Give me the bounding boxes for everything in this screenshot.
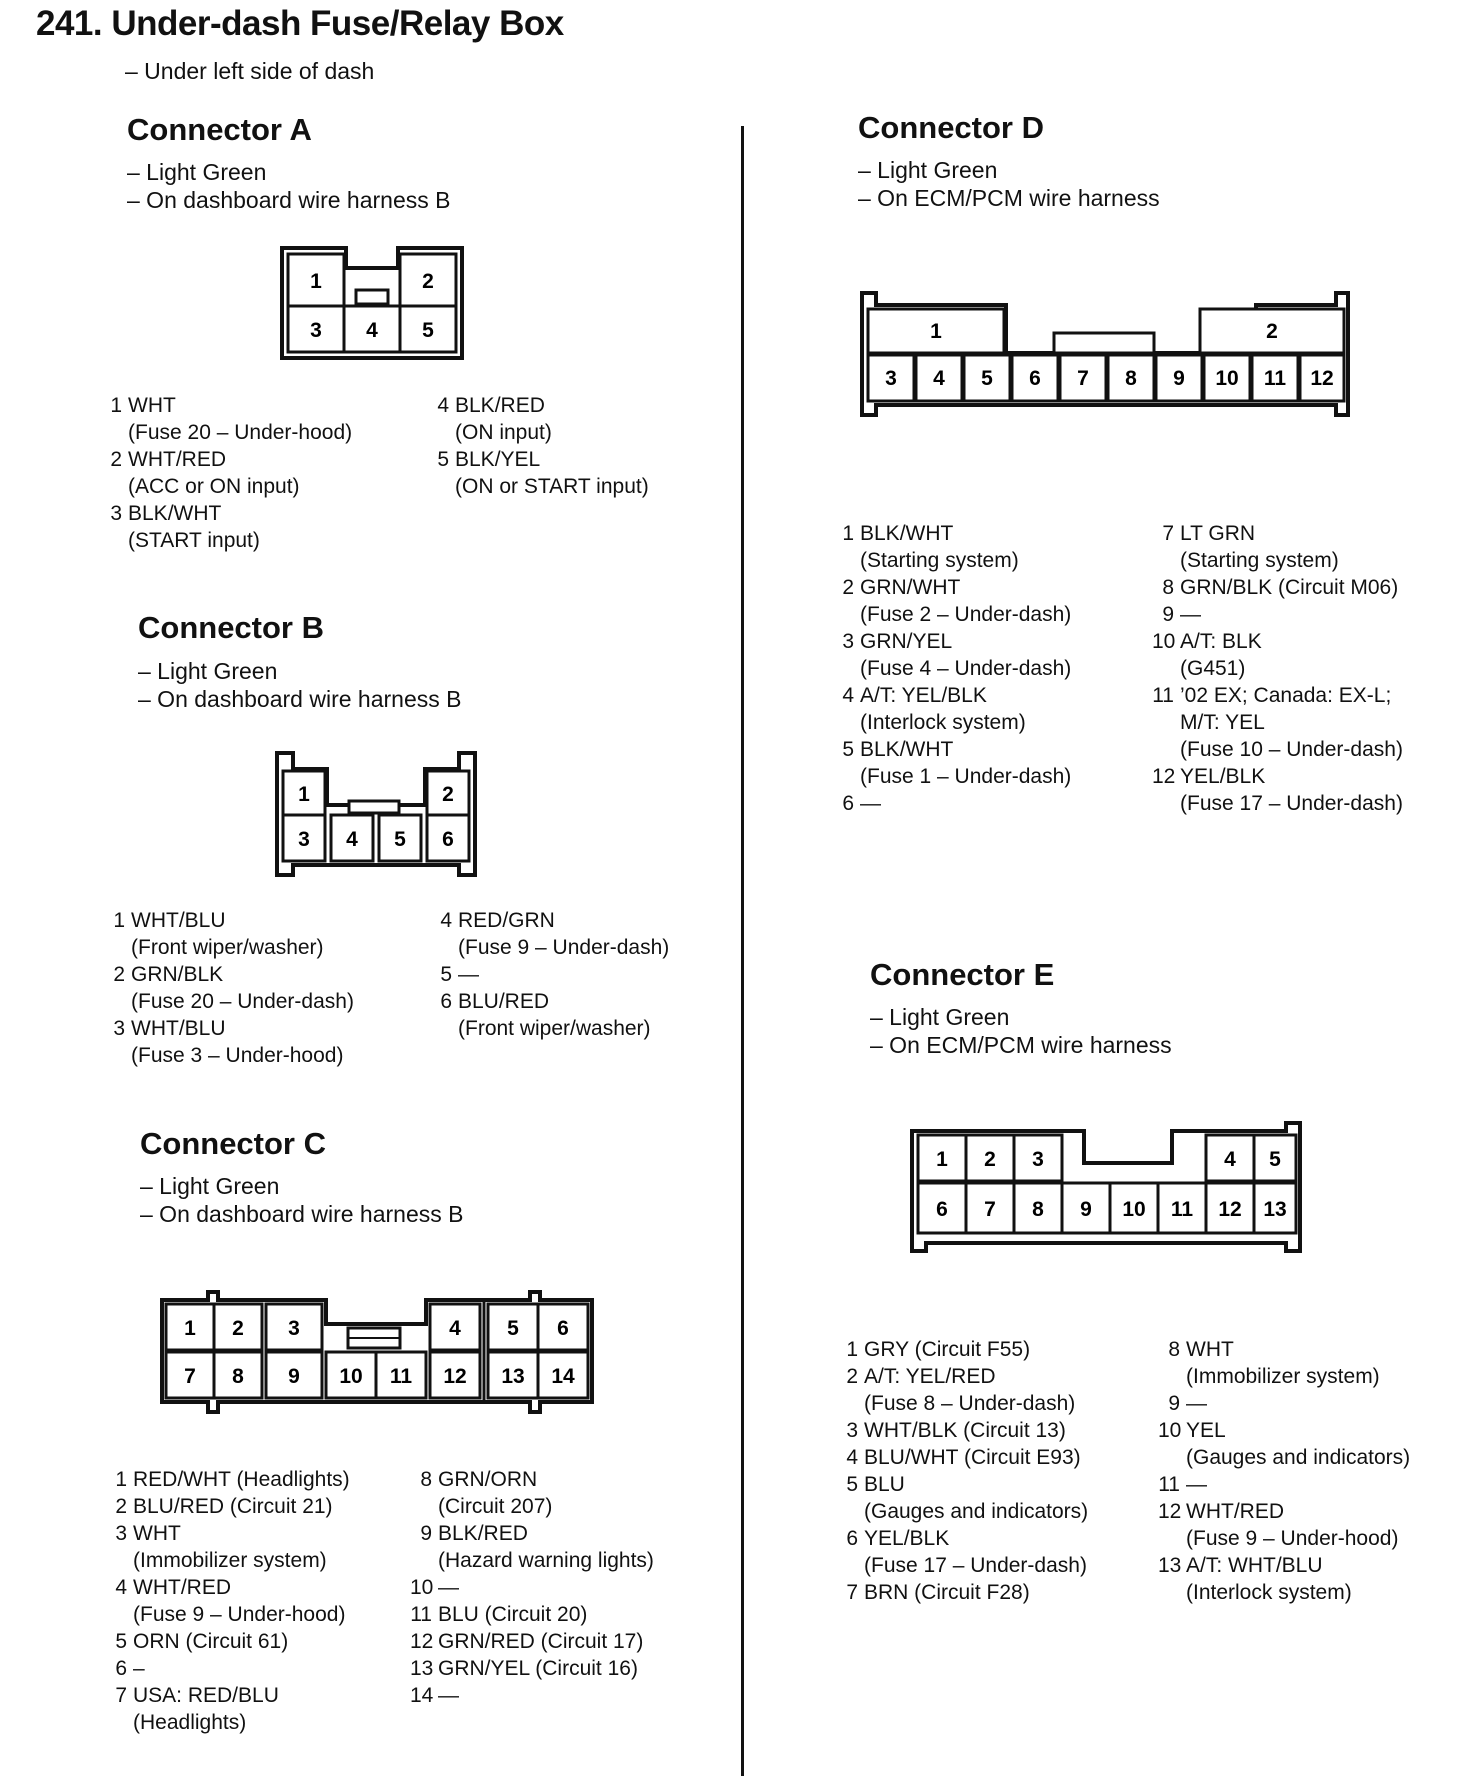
connector-d-diagram bbox=[852, 285, 1357, 425]
pin-wire: WHT/RED bbox=[133, 1576, 231, 1599]
connector-b-diagram bbox=[265, 745, 485, 885]
pin-note: (Gauges and indicators) bbox=[864, 1500, 1089, 1523]
connector-c-pin-label: 4 bbox=[449, 1317, 461, 1340]
pin-number: 12 bbox=[410, 1630, 434, 1653]
pin-number: 3 bbox=[110, 502, 122, 525]
pin-entry bbox=[427, 446, 727, 500]
pin-note: (Fuse 20 – Under-hood) bbox=[128, 421, 353, 444]
pin-wire: YEL/BLK bbox=[1180, 765, 1266, 788]
connector-c-pin-label: 3 bbox=[288, 1317, 300, 1340]
pin-wire: USA: RED/BLU bbox=[133, 1684, 279, 1707]
pin-note: (Fuse 4 – Under-dash) bbox=[860, 657, 1072, 680]
connector-b-pin-label: 2 bbox=[442, 783, 454, 806]
pin-number: 1 bbox=[113, 909, 125, 932]
pin-wire: BLK/WHT bbox=[860, 738, 954, 761]
pin-wire: BLU (Circuit 20) bbox=[438, 1603, 588, 1626]
pin-wire: BLU/RED bbox=[458, 990, 550, 1013]
connector-b-pin-label: 1 bbox=[298, 783, 310, 806]
connector-e-pin-label: 11 bbox=[1170, 1198, 1194, 1221]
pin-number: 12 bbox=[1152, 765, 1176, 788]
pin-entry bbox=[1152, 763, 1470, 817]
pin-entry bbox=[1158, 1390, 1470, 1417]
pin-entry bbox=[1152, 574, 1470, 601]
pin-number: 2 bbox=[115, 1495, 127, 1518]
connector-c-pin-label: 14 bbox=[551, 1365, 575, 1388]
connector-e-pin-label: 5 bbox=[1269, 1148, 1281, 1171]
connector-b-pins-col1 bbox=[103, 907, 433, 1069]
connector-c-pin-label: 8 bbox=[232, 1365, 244, 1388]
connector-c-pins-col1 bbox=[105, 1466, 435, 1736]
pin-wire: LT GRN bbox=[1180, 522, 1256, 545]
connector-c-pin-label: 11 bbox=[389, 1365, 413, 1388]
connector-e-pin-label: 7 bbox=[984, 1198, 996, 1221]
connector-e-pin-label: 4 bbox=[1224, 1148, 1236, 1171]
connector-d-pin-label: 8 bbox=[1125, 367, 1137, 390]
pin-entry bbox=[410, 1520, 740, 1574]
connector-e-pin-label: 2 bbox=[984, 1148, 996, 1171]
connector-a-color: – Light Green bbox=[127, 159, 267, 185]
pin-note: (Fuse 9 – Under-hood) bbox=[133, 1603, 346, 1626]
connector-b-pin-label: 3 bbox=[298, 828, 310, 851]
connector-d-pin-label: 6 bbox=[1029, 367, 1041, 390]
connector-c-pins-col2 bbox=[410, 1466, 740, 1709]
pin-wire: — bbox=[458, 963, 479, 986]
connector-d-pin-label: 10 bbox=[1215, 367, 1239, 390]
pin-note: (G451) bbox=[1180, 657, 1246, 680]
pin-wire: GRY (Circuit F55) bbox=[864, 1338, 1031, 1361]
pin-wire: WHT/BLU bbox=[131, 909, 226, 932]
connector-c-pin-label: 7 bbox=[184, 1365, 196, 1388]
pin-wire: BLK/WHT bbox=[128, 502, 222, 525]
pin-wire: A/T: BLK bbox=[1180, 630, 1262, 653]
connector-e-color: – Light Green bbox=[870, 1004, 1010, 1030]
pin-wire: WHT/RED bbox=[1186, 1500, 1284, 1523]
pin-entry bbox=[100, 446, 430, 500]
pin-number: 5 bbox=[437, 448, 449, 471]
pin-number: 6 bbox=[440, 990, 452, 1013]
connector-d-title: Connector D bbox=[858, 110, 1044, 145]
connector-e-pin-label: 6 bbox=[936, 1198, 948, 1221]
pin-entry bbox=[410, 1466, 740, 1520]
connector-c-pin-label: 9 bbox=[288, 1365, 300, 1388]
connector-a-location: – On dashboard wire harness B bbox=[127, 187, 451, 213]
connector-b-location: – On dashboard wire harness B bbox=[138, 686, 462, 712]
connector-d-pin-label: 1 bbox=[930, 320, 942, 343]
pin-note: (Fuse 3 – Under-hood) bbox=[131, 1044, 344, 1067]
connector-d-pin-label: 11 bbox=[1263, 367, 1287, 390]
pin-note: (START input) bbox=[128, 529, 260, 552]
pin-note: (Fuse 9 – Under-hood) bbox=[1186, 1527, 1399, 1550]
pin-wire: BLK/YEL bbox=[455, 448, 541, 471]
pin-entry bbox=[1158, 1498, 1470, 1552]
pin-entry bbox=[410, 1601, 740, 1628]
pin-number: 4 bbox=[846, 1446, 858, 1469]
pin-note: (ON or START input) bbox=[455, 475, 649, 498]
connector-a-pin-label: 4 bbox=[366, 319, 378, 342]
pin-wire: YEL bbox=[1186, 1419, 1226, 1442]
connector-a-pin-label: 1 bbox=[310, 270, 322, 293]
pin-entry bbox=[1152, 628, 1470, 682]
pin-number: 7 bbox=[115, 1684, 127, 1707]
pin-entry bbox=[103, 907, 433, 961]
pin-wire: GRN/YEL (Circuit 16) bbox=[438, 1657, 638, 1680]
pin-note: (Fuse 9 – Under-dash) bbox=[458, 936, 670, 959]
connector-a-title: Connector A bbox=[127, 112, 312, 147]
connector-c-pin-label: 6 bbox=[557, 1317, 569, 1340]
connector-e-pin-label: 3 bbox=[1032, 1148, 1044, 1171]
pin-note: (Fuse 10 – Under-dash) bbox=[1180, 738, 1403, 761]
pin-wire: GRN/BLK bbox=[131, 963, 224, 986]
pin-number: 6 bbox=[842, 792, 854, 815]
pin-number: 5 bbox=[846, 1473, 858, 1496]
connector-e-pin-label: 8 bbox=[1032, 1198, 1044, 1221]
connector-c-pin-cells bbox=[166, 1304, 588, 1398]
pin-note: (Interlock system) bbox=[1186, 1581, 1352, 1604]
pin-number: 11 bbox=[410, 1603, 432, 1626]
connector-e-pin-label: 9 bbox=[1080, 1198, 1092, 1221]
pin-entry bbox=[836, 1579, 1166, 1606]
pin-entry bbox=[1158, 1552, 1470, 1606]
pin-wire: A/T: YEL/BLK bbox=[860, 684, 987, 707]
pin-wire: GRN/ORN bbox=[438, 1468, 538, 1491]
pin-wire: WHT/RED bbox=[128, 448, 226, 471]
pin-number: 7 bbox=[846, 1581, 858, 1604]
connector-e-pin-label: 13 bbox=[1263, 1198, 1287, 1221]
pin-wire: ORN (Circuit 61) bbox=[133, 1630, 289, 1653]
pin-entry bbox=[105, 1682, 435, 1736]
pin-note: (Front wiper/washer) bbox=[458, 1017, 651, 1040]
pin-wire: – bbox=[133, 1657, 145, 1680]
pin-number: 1 bbox=[110, 394, 122, 417]
connector-d-pin-label: 4 bbox=[933, 367, 945, 390]
pin-number: 9 bbox=[420, 1522, 432, 1545]
pin-entry bbox=[836, 1444, 1166, 1471]
connector-b-title: Connector B bbox=[138, 610, 324, 645]
pin-wire: A/T: WHT/BLU bbox=[1186, 1554, 1323, 1577]
pin-number: 6 bbox=[115, 1657, 127, 1680]
connector-d-pin-label: 5 bbox=[981, 367, 993, 390]
connector-b-color: – Light Green bbox=[138, 658, 278, 684]
pin-wire: YEL/BLK bbox=[864, 1527, 950, 1550]
pin-entry bbox=[105, 1520, 435, 1574]
pin-number: 3 bbox=[115, 1522, 127, 1545]
pin-entry bbox=[410, 1682, 740, 1709]
pin-note: (Immobilizer system) bbox=[1186, 1365, 1380, 1388]
pin-number: 7 bbox=[1162, 522, 1174, 545]
pin-wire: GRN/RED (Circuit 17) bbox=[438, 1630, 644, 1653]
connector-d-pin-label: 7 bbox=[1077, 367, 1089, 390]
connector-c-pin-label: 13 bbox=[501, 1365, 525, 1388]
connector-a-diagram bbox=[270, 240, 470, 365]
pin-number: 14 bbox=[410, 1684, 434, 1707]
pin-note: (ACC or ON input) bbox=[128, 475, 300, 498]
connector-e-pin-label: 1 bbox=[936, 1148, 948, 1171]
pin-note: (Starting system) bbox=[860, 549, 1019, 572]
connector-e-pins-col2 bbox=[1158, 1336, 1470, 1606]
connector-e-desc bbox=[870, 1003, 1172, 1059]
pin-number: 5 bbox=[440, 963, 452, 986]
pin-wire: RED/GRN bbox=[458, 909, 555, 932]
connector-a-pin-label: 3 bbox=[310, 319, 322, 342]
pin-number: 8 bbox=[420, 1468, 432, 1491]
connector-d-desc bbox=[858, 156, 1160, 212]
pin-entry bbox=[836, 1525, 1166, 1579]
connector-e-diagram bbox=[904, 1115, 1324, 1260]
pin-entry bbox=[430, 907, 730, 961]
connector-d-pin-label: 12 bbox=[1310, 367, 1334, 390]
pin-number: 13 bbox=[410, 1657, 434, 1680]
pin-number: 11 bbox=[1152, 684, 1174, 707]
pin-wire: WHT bbox=[133, 1522, 181, 1545]
connector-c-pin-label: 5 bbox=[507, 1317, 519, 1340]
connector-d-pins-col2 bbox=[1152, 520, 1470, 817]
pin-number: 6 bbox=[846, 1527, 858, 1550]
pin-number: 4 bbox=[440, 909, 452, 932]
pin-entry bbox=[105, 1655, 435, 1682]
pin-number: 2 bbox=[113, 963, 125, 986]
pin-note: (ON input) bbox=[455, 421, 552, 444]
connector-a-pins-col2 bbox=[427, 392, 727, 500]
pin-entry bbox=[1158, 1471, 1470, 1498]
connector-e-location: – On ECM/PCM wire harness bbox=[870, 1032, 1172, 1058]
pin-wire: — bbox=[438, 1576, 459, 1599]
pin-number: 1 bbox=[115, 1468, 127, 1491]
pin-note: (Interlock system) bbox=[860, 711, 1026, 734]
pin-wire: A/T: YEL/RED bbox=[864, 1365, 996, 1388]
connector-c-color: – Light Green bbox=[140, 1173, 280, 1199]
pin-number: 4 bbox=[115, 1576, 127, 1599]
pin-entry bbox=[410, 1655, 740, 1682]
pin-entry bbox=[836, 1471, 1166, 1525]
pin-wire: BLK/WHT bbox=[860, 522, 954, 545]
pin-entry bbox=[430, 988, 730, 1042]
page-title-block bbox=[36, 4, 564, 44]
connector-c-pin-label: 10 bbox=[339, 1365, 363, 1388]
pin-wire: ’02 EX; Canada: EX-L; bbox=[1180, 684, 1392, 707]
connector-b-latch bbox=[349, 801, 399, 813]
pin-entry bbox=[832, 736, 1162, 790]
pin-entry bbox=[103, 961, 433, 1015]
pin-number: 8 bbox=[1162, 576, 1174, 599]
page-number: 241. bbox=[36, 4, 103, 43]
pin-wire: GRN/WHT bbox=[860, 576, 961, 599]
pin-entry bbox=[832, 574, 1162, 628]
pin-number: 1 bbox=[846, 1338, 858, 1361]
pin-entry bbox=[100, 500, 430, 554]
pin-number: 2 bbox=[846, 1365, 858, 1388]
pin-number: 4 bbox=[842, 684, 854, 707]
connector-e-pin-label: 12 bbox=[1218, 1198, 1242, 1221]
pin-number: 8 bbox=[1168, 1338, 1180, 1361]
connector-d-pin-label: 9 bbox=[1173, 367, 1185, 390]
connector-b-pins-col2 bbox=[430, 907, 730, 1042]
connector-c-pin-label: 1 bbox=[184, 1317, 196, 1340]
connector-a-pin-label: 2 bbox=[422, 270, 434, 293]
connector-d-pins-col1 bbox=[832, 520, 1162, 817]
pin-wire: — bbox=[1186, 1473, 1207, 1496]
pin-wire: GRN/BLK (Circuit M06) bbox=[1180, 576, 1399, 599]
pin-entry bbox=[410, 1574, 740, 1601]
pin-wire: BLK/RED bbox=[455, 394, 545, 417]
connector-c-location: – On dashboard wire harness B bbox=[140, 1201, 464, 1227]
pin-number: 9 bbox=[1168, 1392, 1180, 1415]
connector-d-pin-label: 3 bbox=[885, 367, 897, 390]
pin-entry bbox=[105, 1466, 435, 1493]
connector-c-diagram bbox=[156, 1282, 606, 1422]
pin-entry bbox=[427, 392, 727, 446]
pin-number: 10 bbox=[1152, 630, 1176, 653]
pin-number: 3 bbox=[846, 1419, 858, 1442]
pin-entry bbox=[1152, 682, 1470, 763]
pin-entry bbox=[832, 520, 1162, 574]
pin-entry bbox=[1158, 1417, 1470, 1471]
pin-entry bbox=[410, 1628, 740, 1655]
connector-b-pin-label: 5 bbox=[394, 828, 406, 851]
pin-number: 11 bbox=[1158, 1473, 1180, 1496]
pin-note: M/T: YEL bbox=[1180, 711, 1265, 734]
pin-entry bbox=[100, 392, 430, 446]
pin-entry bbox=[430, 961, 730, 988]
pin-wire: — bbox=[860, 792, 881, 815]
pin-note: (Circuit 207) bbox=[438, 1495, 553, 1518]
pin-note: (Headlights) bbox=[133, 1711, 247, 1734]
pin-entry bbox=[836, 1336, 1166, 1363]
connector-d-location: – On ECM/PCM wire harness bbox=[858, 185, 1160, 211]
connector-d-color: – Light Green bbox=[858, 157, 998, 183]
pin-number: 12 bbox=[1158, 1500, 1182, 1523]
pin-number: 5 bbox=[115, 1630, 127, 1653]
pin-note: (Fuse 20 – Under-dash) bbox=[131, 990, 354, 1013]
pin-number: 4 bbox=[437, 394, 449, 417]
pin-wire: WHT bbox=[1186, 1338, 1234, 1361]
pin-note: (Front wiper/washer) bbox=[131, 936, 324, 959]
pin-wire: BRN (Circuit F28) bbox=[864, 1581, 1030, 1604]
pin-note: (Fuse 2 – Under-dash) bbox=[860, 603, 1072, 626]
pin-wire: BLU/WHT (Circuit E93) bbox=[864, 1446, 1081, 1469]
pin-note: (Starting system) bbox=[1180, 549, 1339, 572]
pin-number: 3 bbox=[113, 1017, 125, 1040]
pin-number: 2 bbox=[842, 576, 854, 599]
connector-a-pins-col1 bbox=[100, 392, 430, 554]
connector-d-latch bbox=[1054, 333, 1154, 353]
pin-wire: WHT/BLK (Circuit 13) bbox=[864, 1419, 1066, 1442]
pin-note: (Fuse 17 – Under-dash) bbox=[1180, 792, 1403, 815]
connector-e-pin-label: 10 bbox=[1122, 1198, 1146, 1221]
pin-number: 3 bbox=[842, 630, 854, 653]
pin-number: 5 bbox=[842, 738, 854, 761]
connector-b-pin-label: 4 bbox=[346, 828, 358, 851]
connector-a-desc bbox=[127, 158, 450, 214]
pin-wire: WHT bbox=[128, 394, 176, 417]
pin-number: 9 bbox=[1162, 603, 1174, 626]
connector-d-pin-label: 2 bbox=[1266, 320, 1278, 343]
pin-note: (Immobilizer system) bbox=[133, 1549, 327, 1572]
pin-wire: BLU bbox=[864, 1473, 905, 1496]
connector-c-title: Connector C bbox=[140, 1126, 326, 1161]
pin-wire: BLU/RED (Circuit 21) bbox=[133, 1495, 333, 1518]
connector-c-pin-label: 12 bbox=[443, 1365, 467, 1388]
connector-e-pins-col1 bbox=[836, 1336, 1166, 1606]
connector-b-desc bbox=[138, 657, 461, 713]
pin-number: 13 bbox=[1158, 1554, 1182, 1577]
connector-c-desc bbox=[140, 1172, 463, 1228]
pin-entry bbox=[103, 1015, 433, 1069]
page-title: Under-dash Fuse/Relay Box bbox=[111, 4, 564, 43]
pin-entry bbox=[1158, 1336, 1470, 1390]
pin-entry bbox=[836, 1417, 1166, 1444]
pin-entry bbox=[1152, 601, 1470, 628]
connector-a-latch bbox=[356, 290, 388, 304]
pin-number: 1 bbox=[842, 522, 854, 545]
connector-c-pin-label: 2 bbox=[232, 1317, 244, 1340]
pin-wire: WHT/BLU bbox=[131, 1017, 226, 1040]
pin-number: 10 bbox=[1158, 1419, 1182, 1442]
connector-e-title: Connector E bbox=[870, 957, 1055, 992]
pin-wire: RED/WHT (Headlights) bbox=[133, 1468, 350, 1491]
pin-note: (Hazard warning lights) bbox=[438, 1549, 654, 1572]
pin-entry bbox=[836, 1363, 1166, 1417]
pin-wire: GRN/YEL bbox=[860, 630, 953, 653]
pin-wire: BLK/RED bbox=[438, 1522, 528, 1545]
pin-entry bbox=[105, 1574, 435, 1628]
connector-a-pin-label: 5 bbox=[422, 319, 434, 342]
page-subtitle: – Under left side of dash bbox=[125, 58, 375, 84]
pin-entry bbox=[105, 1493, 435, 1520]
pin-entry bbox=[832, 790, 1162, 817]
pin-entry bbox=[832, 682, 1162, 736]
pin-entry bbox=[832, 628, 1162, 682]
pin-note: (Fuse 8 – Under-dash) bbox=[864, 1392, 1076, 1415]
connector-b-pin-label: 6 bbox=[442, 828, 454, 851]
pin-number: 2 bbox=[110, 448, 122, 471]
pin-wire: — bbox=[1186, 1392, 1207, 1415]
pin-entry bbox=[1152, 520, 1470, 574]
pin-wire: — bbox=[438, 1684, 459, 1707]
pin-wire: — bbox=[1180, 603, 1201, 626]
column-divider bbox=[741, 126, 744, 1776]
pin-note: (Gauges and indicators) bbox=[1186, 1446, 1411, 1469]
pin-note: (Fuse 1 – Under-dash) bbox=[860, 765, 1072, 788]
pin-number: 10 bbox=[410, 1576, 434, 1599]
pin-note: (Fuse 17 – Under-dash) bbox=[864, 1554, 1087, 1577]
pin-entry bbox=[105, 1628, 435, 1655]
